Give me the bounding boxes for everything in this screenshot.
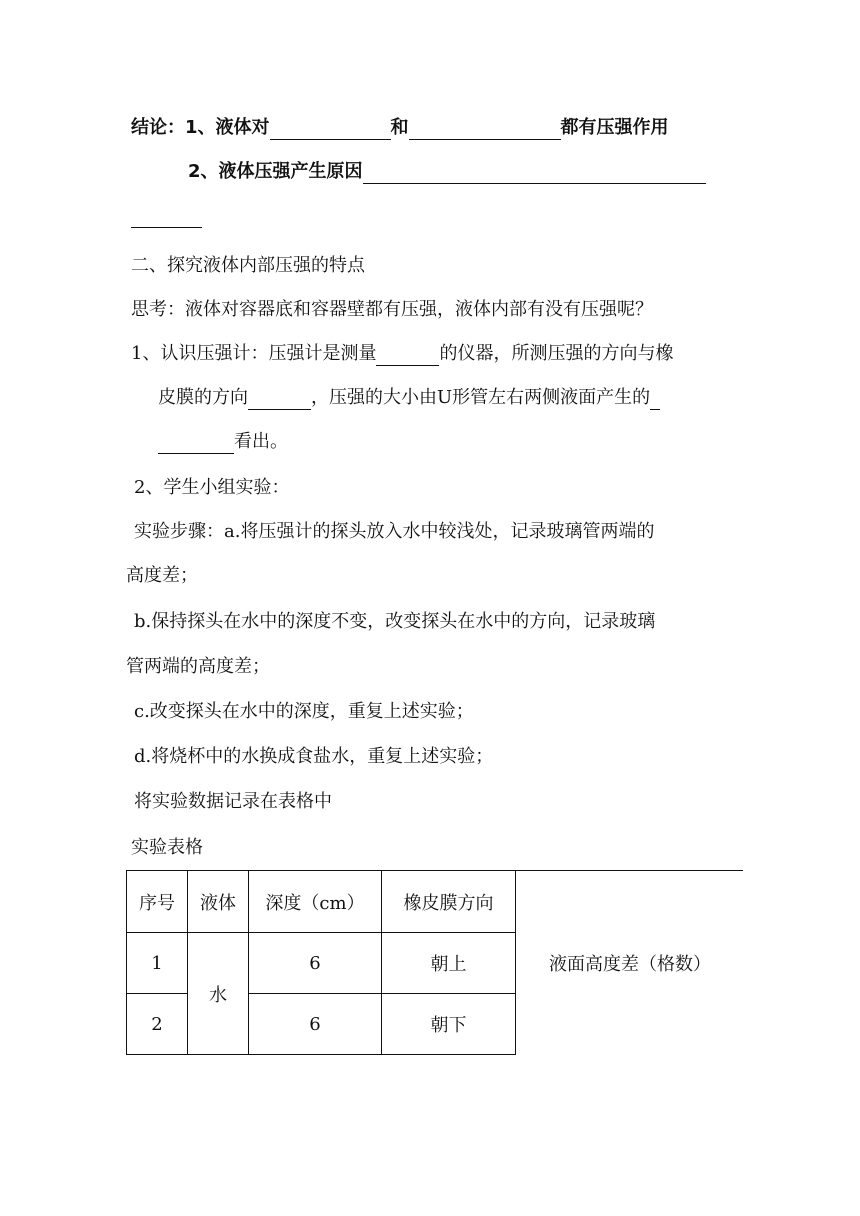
step-d: d.将烧杯中的水换成食盐水，重复上述实验； [134,746,494,767]
conclusion-item2: 2、液体压强产生原因 [188,161,363,182]
table-header-row [127,871,745,933]
record-instruction: 将实验数据记录在表格中 [134,791,332,812]
section-heading: 二、探究液体内部压强的特点 [131,255,365,276]
pressure-gauge-line-3 [158,430,288,454]
p1-line1-b: 的仪器，所测压强的方向与橡 [439,343,674,364]
blank-3-continuation[interactable] [131,227,202,228]
conclusion-label: 结论： [131,117,185,138]
conclusion-item1-and: 和 [390,117,409,138]
header-depth: 深度（cm） [249,871,382,933]
table-title: 实验表格 [131,837,203,858]
pressure-gauge-line-1 [131,342,673,366]
group-experiment: 2、学生小组实验： [134,477,290,498]
p1-line3: 看出。 [234,431,288,452]
blank-4[interactable] [376,347,439,366]
conclusion-item1-prefix: 1、液体对 [185,117,270,138]
blank-1[interactable] [270,119,391,140]
row2-direction: 朝下 [382,994,516,1055]
think-question: 思考：液体对容器底和容器壁都有压强，液体内部有没有压强呢？ [131,299,653,320]
step-a-line-1: 实验步骤：a.将压强计的探头放入水中较浅处，记录玻璃管两端的 [134,521,655,542]
row2-depth: 6 [249,994,382,1055]
header-height-diff: 液面高度差（格数） [549,953,711,975]
liquid-cell: 水 [188,933,249,1055]
conclusion-line-2 [188,160,706,184]
step-a-line-2: 高度差； [126,565,198,586]
p1-line2-b: ，压强的大小由U形管左右两侧液面产生的 [311,387,651,408]
step-c: c.改变探头在水中的深度，重复上述实验； [134,701,474,722]
blank-5[interactable] [248,391,311,410]
header-no: 序号 [127,871,188,933]
p1-line1-a: 1、认识压强计：压强计是测量 [131,343,377,364]
pressure-gauge-line-2 [158,386,660,410]
step-b-line-2: 管两端的高度差； [126,656,270,677]
conclusion-line-1 [131,116,669,140]
row1-direction: 朝上 [382,933,516,994]
blank-6-continuation[interactable] [158,435,234,454]
row2-no: 2 [127,994,188,1055]
conclusion-item1-suffix: 都有压强作用 [560,117,669,138]
p1-line2-a: 皮膜的方向 [158,387,248,408]
blank-3[interactable] [363,163,706,184]
row1-depth: 6 [249,933,382,994]
blank-2[interactable] [409,119,561,140]
blank-6[interactable] [650,391,660,410]
header-liquid: 液体 [188,871,249,933]
row1-no: 1 [127,933,188,994]
experiment-table [126,870,744,1055]
step-b-line-1: b.保持探头在水中的深度不变，改变探头在水中的方向，记录玻璃 [134,611,656,632]
header-direction: 橡皮膜方向 [382,871,516,933]
